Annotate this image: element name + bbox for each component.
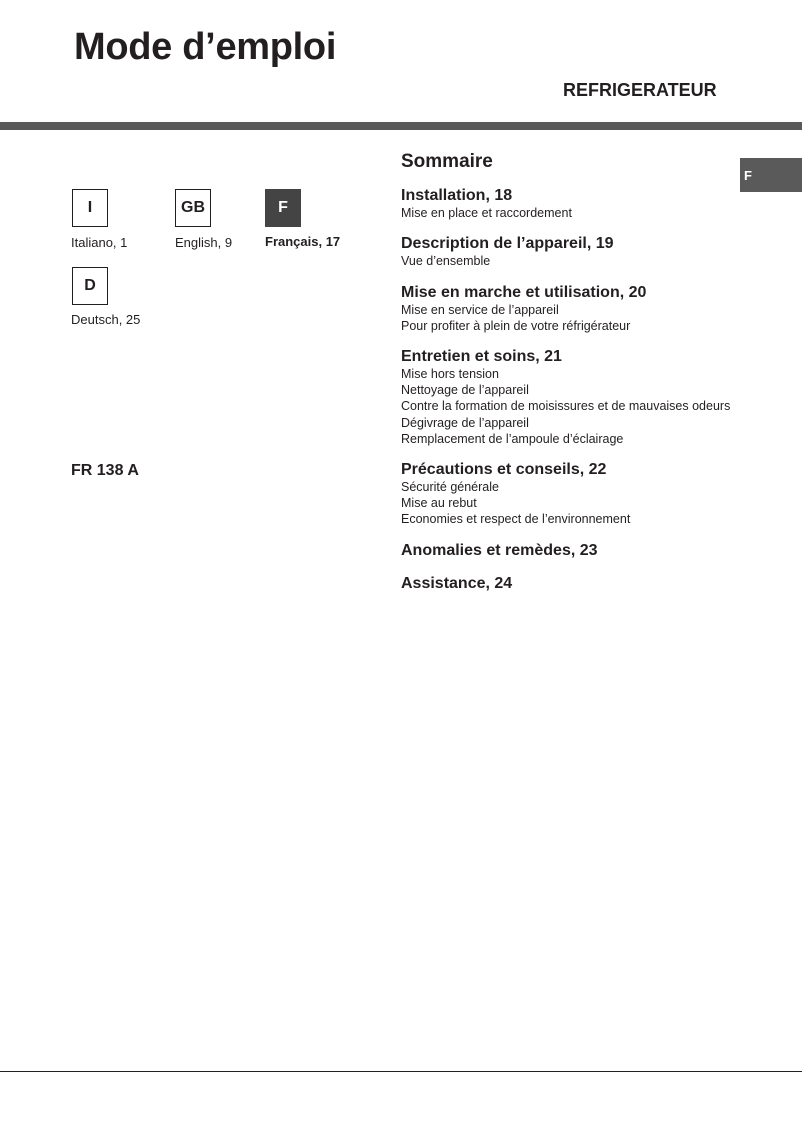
language-box-english[interactable]: GB <box>175 189 211 227</box>
language-label-italian[interactable]: Italiano, 1 <box>71 235 128 250</box>
toc-section-assistance <box>401 574 781 593</box>
toc-item[interactable]: Mise hors tension <box>401 367 499 381</box>
toc-section-title[interactable]: Entretien et soins, 21 <box>401 348 562 365</box>
toc-item[interactable]: Pour profiter à plein de votre réfrigérateur <box>401 319 631 334</box>
toc-section-title[interactable]: Anomalies et remèdes, 23 <box>401 542 598 559</box>
language-label-english[interactable]: English, 9 <box>175 235 233 250</box>
document-title: Mode d’emploi <box>74 26 337 68</box>
toc-section-title[interactable]: Assistance, 24 <box>401 575 513 592</box>
toc-section-title[interactable]: Description de l’appareil, 19 <box>401 235 614 252</box>
header-divider <box>0 122 802 130</box>
toc-item[interactable]: Mise au rebut <box>401 496 477 511</box>
toc-section-maintenance <box>401 347 781 447</box>
toc-section-installation <box>401 186 781 221</box>
language-box-italian[interactable]: I <box>72 189 108 227</box>
toc-item[interactable]: Remplacement de l’ampoule d’éclairage <box>401 431 624 446</box>
toc-section-description <box>401 234 781 269</box>
toc-item[interactable]: Contre la formation de moisissures et de mauvaises odeurs <box>401 399 731 414</box>
language-label-french[interactable]: Français, 17 <box>265 234 341 249</box>
model-number: FR 138 A <box>71 462 139 479</box>
toc-section-title[interactable]: Installation, 18 <box>401 187 513 204</box>
toc-item[interactable]: Mise en service de l’appareil <box>401 303 559 317</box>
language-box-french[interactable]: F <box>265 189 301 227</box>
footer-divider <box>0 1071 802 1072</box>
toc-section-troubleshooting <box>401 541 781 560</box>
language-box-german[interactable]: D <box>72 267 108 305</box>
toc-item[interactable]: Nettoyage de l’appareil <box>401 383 529 398</box>
toc-item[interactable]: Economies et respect de l’environnement <box>401 512 631 527</box>
toc-section-title[interactable]: Précautions et conseils, 22 <box>401 461 607 478</box>
language-side-tab: F <box>740 158 802 192</box>
toc-item[interactable]: Vue d’ensemble <box>401 254 491 268</box>
toc-section-start-up <box>401 283 781 334</box>
product-type-label: REFRIGERATEUR <box>563 80 717 100</box>
toc-item[interactable]: Dégivrage de l’appareil <box>401 415 529 430</box>
toc-heading: Sommaire <box>401 151 493 172</box>
toc-item[interactable]: Mise en place et raccordement <box>401 206 572 220</box>
toc-section-precautions <box>401 460 781 528</box>
language-label-german[interactable]: Deutsch, 25 <box>71 312 141 327</box>
toc-section-title[interactable]: Mise en marche et utilisation, 20 <box>401 284 647 301</box>
toc-item[interactable]: Sécurité générale <box>401 480 499 494</box>
